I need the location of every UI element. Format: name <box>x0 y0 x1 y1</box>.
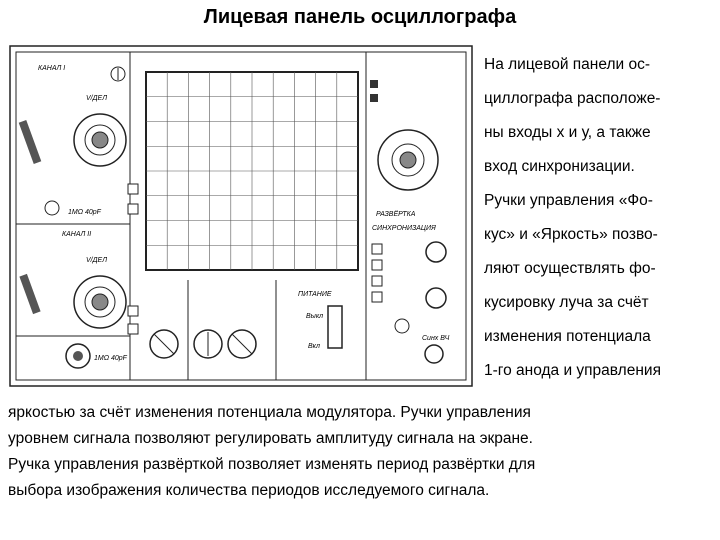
bottom-line: яркостью за счёт изменения потенциала модулятора. Ручки управления <box>8 404 531 421</box>
oscilloscope-front-panel-figure <box>8 44 476 390</box>
channel1-switch[interactable] <box>19 120 42 164</box>
channel1-volt-knob[interactable] <box>74 114 126 166</box>
sync-input-label: Синх ВЧ <box>422 335 450 342</box>
bottom-line: Ручка управления развёрткой позволяет изменять период развёртки для <box>8 456 536 473</box>
sweep-mode-switch-b[interactable] <box>370 94 378 102</box>
channel2-button-a[interactable] <box>128 306 138 316</box>
focus-knob[interactable] <box>194 330 222 358</box>
sync-input-jack[interactable] <box>425 345 443 363</box>
bottom-text-block <box>8 400 718 504</box>
side-line: изменения потенциала <box>484 328 651 345</box>
input2-label: 1МΩ 40pF <box>94 355 127 362</box>
sweep-fine-knob[interactable] <box>426 288 446 308</box>
sweep-label: РАЗВЁРТКА <box>376 211 416 218</box>
bottom-line: выбора изображения количества периодов исследуемого сигнала. <box>8 482 490 499</box>
channel1-label: КАНАЛ I <box>38 65 66 72</box>
channel2-input-jack[interactable] <box>66 344 90 368</box>
channel1-input-jack[interactable] <box>45 201 59 215</box>
side-line: ляют осуществлять фо- <box>484 260 656 277</box>
channel2-button-b[interactable] <box>128 324 138 334</box>
power-label: ПИТАНИЕ <box>298 291 332 298</box>
beam-knob[interactable] <box>150 330 178 358</box>
side-line: ны входы х и у, а также <box>484 124 651 141</box>
side-line: На лицевой панели ос- <box>484 56 651 73</box>
crt-screen <box>146 72 358 270</box>
channel1-button-a[interactable] <box>128 184 138 194</box>
volt-div2-label: V/ДЕЛ <box>86 257 108 264</box>
channel2-label: КАНАЛ II <box>62 231 92 238</box>
channel2-volt-knob[interactable] <box>74 276 126 328</box>
volt-div1-label: V/ДЕЛ <box>86 95 108 102</box>
sweep-knob[interactable] <box>378 130 438 190</box>
input1-label: 1МΩ 40pF <box>68 209 101 216</box>
channel1-position-knob[interactable] <box>111 67 125 81</box>
side-text-block <box>484 48 716 388</box>
brightness-knob[interactable] <box>228 330 256 358</box>
side-line: кус» и «Яркость» позво- <box>484 226 658 243</box>
power-switch[interactable] <box>328 306 342 348</box>
bottom-line: уровнем сигнала позволяют регулировать амплитуду сигнала на экране. <box>8 430 533 447</box>
sync-level-knob[interactable] <box>426 242 446 262</box>
power-off-label: Выкл <box>306 313 324 320</box>
sweep-mode-switch-a[interactable] <box>370 80 378 88</box>
side-line: 1-го анода и управления <box>484 362 661 379</box>
power-on-label: Вкл <box>308 343 320 350</box>
side-line: циллографа расположе- <box>484 90 661 107</box>
channel2-switch[interactable] <box>19 274 40 314</box>
sync-label: СИНХРОНИЗАЦИЯ <box>372 225 436 232</box>
page-title: Лицевая панель осциллографа <box>203 6 517 28</box>
side-line: Ручки управления «Фо- <box>484 192 653 209</box>
side-line: вход синхронизации. <box>484 158 635 175</box>
ground-jack[interactable] <box>395 319 409 333</box>
sync-buttons[interactable] <box>372 244 382 302</box>
side-line: кусировку луча за счёт <box>484 294 649 311</box>
channel1-button-b[interactable] <box>128 204 138 214</box>
